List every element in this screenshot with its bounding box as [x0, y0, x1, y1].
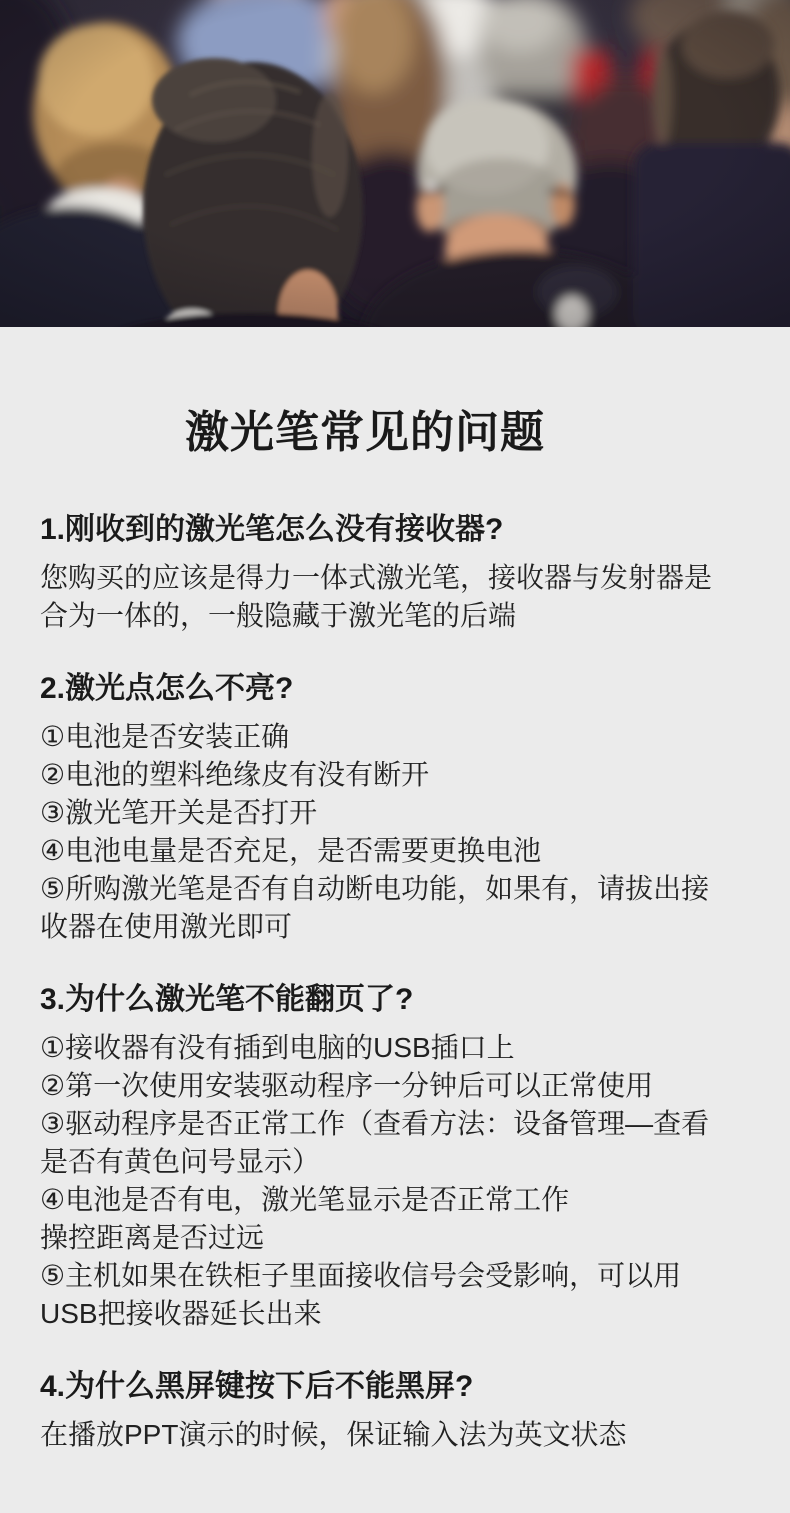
faq-question: 2.激光点怎么不亮?	[40, 671, 294, 705]
faq-section	[40, 510, 720, 635]
faq-question: 3.为什么激光笔不能翻页了?	[40, 982, 414, 1016]
hero-photo	[0, 0, 790, 327]
faq-line: ①电池是否安装正确	[40, 720, 290, 752]
faq-line: ④电池电量是否充足，是否需要更换电池	[40, 834, 542, 866]
faq-line: 您购买的应该是得力一体式激光笔，接收器与发射器是合为一体的，一般隐藏于激光笔的后端	[40, 561, 713, 631]
faq-line: ⑤所购激光笔是否有自动断电功能，如果有，请拔出接收器在使用激光即可	[40, 872, 710, 942]
faq-question: 4.为什么黑屏键按下后不能黑屏?	[40, 1369, 474, 1403]
faq-content	[0, 407, 790, 1454]
faq-line: 操控距离是否过远	[40, 1221, 265, 1253]
faq-line: ③激光笔开关是否打开	[40, 796, 318, 828]
faq-line: 在播放PPT演示的时候，保证输入法为英文状态	[40, 1418, 627, 1450]
faq-line: ④电池是否有电，激光笔显示是否正常工作	[40, 1183, 570, 1215]
faq-line: ①接收器有没有插到电脑的USB插口上	[40, 1031, 515, 1063]
faq-section	[40, 669, 720, 946]
faq-question: 1.刚收到的激光笔怎么没有接收器?	[40, 512, 504, 546]
faq-line: ⑤主机如果在铁柜子里面接收信号会受影响，可以用USB把接收器延长出来	[40, 1259, 682, 1329]
faq-section	[40, 980, 720, 1333]
faq-sections	[40, 510, 720, 1454]
faq-line: ②第一次使用安装驱动程序一分钟后可以正常使用	[40, 1069, 654, 1101]
faq-section	[40, 1367, 720, 1454]
audience-photo-illustration	[0, 0, 790, 327]
page-title: 激光笔常见的问题	[185, 408, 545, 457]
faq-line: ②电池的塑料绝缘皮有没有断开	[40, 758, 430, 790]
faq-line: ③驱动程序是否正常工作（查看方法：设备管理—查看是否有黄色问号显示）	[40, 1107, 710, 1177]
